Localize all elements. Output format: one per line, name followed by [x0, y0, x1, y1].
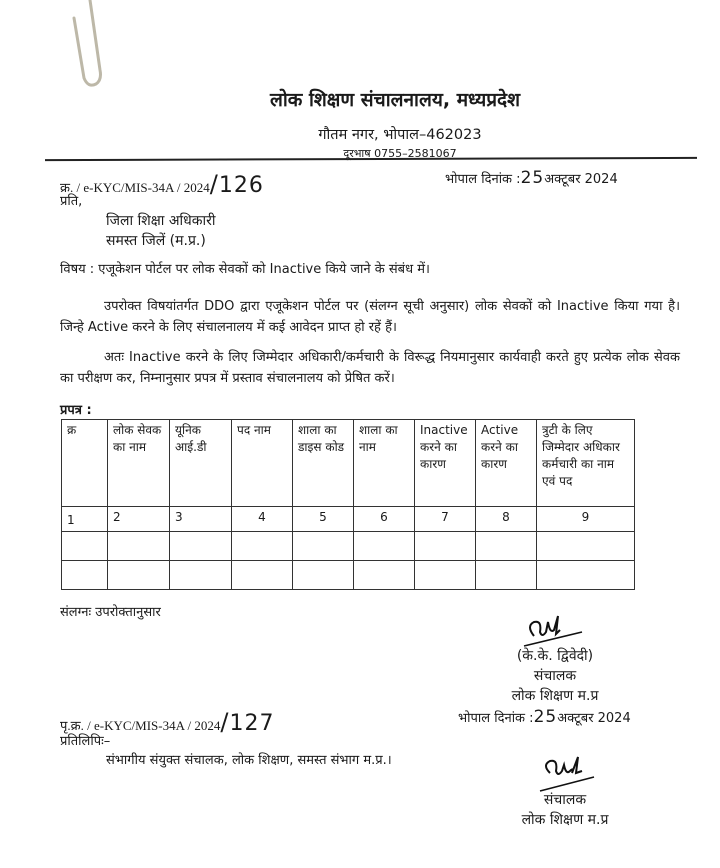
table-number-row	[62, 507, 635, 532]
signatory-2-designation: संचालक	[543, 792, 587, 808]
blank-cell	[170, 532, 232, 561]
blank-cell	[170, 561, 232, 590]
header-cell: Active करने का कारण	[476, 420, 537, 507]
form-label: प्रपत्र :	[60, 403, 92, 418]
number-cell: 3	[170, 507, 232, 532]
recipient-line-1: जिला शिक्षा अधिकारी	[106, 213, 216, 229]
blank-cell	[415, 532, 476, 561]
signatory-1-office: लोक शिक्षण म.प्र	[511, 688, 599, 704]
number-cell: 4	[232, 507, 293, 532]
header-cell: शाला का नाम	[354, 420, 415, 507]
date-label: भोपाल दिनांक :	[445, 172, 521, 187]
blank-cell	[62, 561, 108, 590]
header-cell: यूनिक आई.डी	[170, 420, 232, 507]
number-cell: 6	[354, 507, 415, 532]
blank-cell	[476, 532, 537, 561]
letterhead-phone: दूरभाष 0755–2581067	[343, 147, 457, 160]
header-cell: Inactive करने का कारण	[415, 420, 476, 507]
blank-cell	[62, 532, 108, 561]
paragraph-1: उपरोक्त विषयांतर्गत DDO द्वारा एजूकेशन पोर्टल पर (संलग्न सूची अनुसार) लोक सेवकों को Inactive किया गया है। जिन्हे Active करने के लिए संचालनालय में कई आवेदन प्राप्त हो रहें हैं।	[60, 299, 680, 335]
copy-date	[458, 707, 631, 729]
copy-reference-number-handwritten: 127	[229, 711, 275, 736]
header-cell: क्र	[62, 420, 108, 507]
enclosure-note: संलग्नः उपरोक्तानुसार	[60, 605, 161, 620]
table-blank-row	[62, 561, 635, 590]
blank-cell	[108, 532, 170, 561]
letter-reference: क्र. / e-KYC/MIS-34A / 2024/126	[60, 170, 264, 198]
blank-cell	[293, 532, 354, 561]
copy-date-label: भोपाल दिनांक :	[458, 711, 534, 726]
table-header-row	[62, 420, 635, 507]
copy-date-day-handwritten: 25	[533, 707, 558, 727]
header-cell: शाला का डाइस कोड	[293, 420, 354, 507]
paragraph-2: अतः Inactive करने के लिए जिम्मेदार अधिकारी/कर्मचारी के विरूद्ध नियमानुसार कार्यवाही करते हुए प्रत्येक लोक सेवक का परीक्षण कर, निम्नानुसार प्रपत्र में प्रस्ताव संचालनालय को प्रेषित करें।	[60, 350, 680, 386]
signature-2-image	[538, 755, 608, 795]
signatory-1-designation: संचालक	[533, 668, 577, 684]
header-cell: पद नाम	[232, 420, 293, 507]
blank-cell	[415, 561, 476, 590]
letter-date	[445, 168, 618, 190]
blank-cell	[108, 561, 170, 590]
recipient-line-2: समस्त जिलें (म.प्र.)	[106, 233, 206, 249]
date-day-handwritten: 25	[520, 168, 545, 188]
letterhead-address: गौतम नगर, भोपाल–462023	[318, 127, 482, 143]
blank-cell	[232, 532, 293, 561]
copy-reference-prefix: पृ.क्र. / e-KYC/MIS-34A / 2024	[60, 718, 221, 733]
number-cell: 8	[476, 507, 537, 532]
signatory-1-name: (के.के. द्विवेदी)	[516, 648, 594, 664]
table-blank-row	[62, 532, 635, 561]
number-cell: 2	[108, 507, 170, 532]
blank-cell	[354, 561, 415, 590]
header-cell: त्रुटी के लिए जिम्मेदार अधिकार कर्मचारी का नाम एवं पद	[537, 420, 635, 507]
copy-label: प्रतिलिपिः–	[60, 734, 111, 749]
proforma-table	[61, 419, 635, 590]
number-cell: 9	[537, 507, 635, 532]
blank-cell	[354, 532, 415, 561]
paper-clip-image	[70, 0, 110, 90]
copy-recipient: संभागीय संयुक्त संचालक, लोक शिक्षण, समस्त संभाग म.प्र.।	[106, 753, 392, 768]
copy-reference: पृ.क्र. / e-KYC/MIS-34A / 2024/127	[60, 708, 275, 736]
subject-line: विषय : एजूकेशन पोर्टल पर लोक सेवकों को Inactive किये जाने के संबंध में।	[60, 262, 430, 277]
number-cell: 5	[293, 507, 354, 532]
number-cell: 1	[62, 507, 108, 532]
blank-cell	[232, 561, 293, 590]
signatory-2-office: लोक शिक्षण म.प्र	[521, 812, 609, 828]
to-label: प्रति,	[60, 194, 83, 209]
blank-cell	[476, 561, 537, 590]
number-cell: 7	[415, 507, 476, 532]
letterhead-title: लोक शिक्षण संचालनालय, मध्यप्रदेश	[269, 89, 521, 111]
header-cell: लोक सेवक का नाम	[108, 420, 170, 507]
reference-number-handwritten: 126	[218, 173, 264, 198]
blank-cell	[537, 561, 635, 590]
date-month-year: अक्टूबर 2024	[544, 172, 618, 187]
blank-cell	[537, 532, 635, 561]
blank-cell	[293, 561, 354, 590]
copy-date-month-year: अक्टूबर 2024	[557, 711, 631, 726]
reference-prefix: क्र. / e-KYC/MIS-34A / 2024	[60, 180, 210, 195]
